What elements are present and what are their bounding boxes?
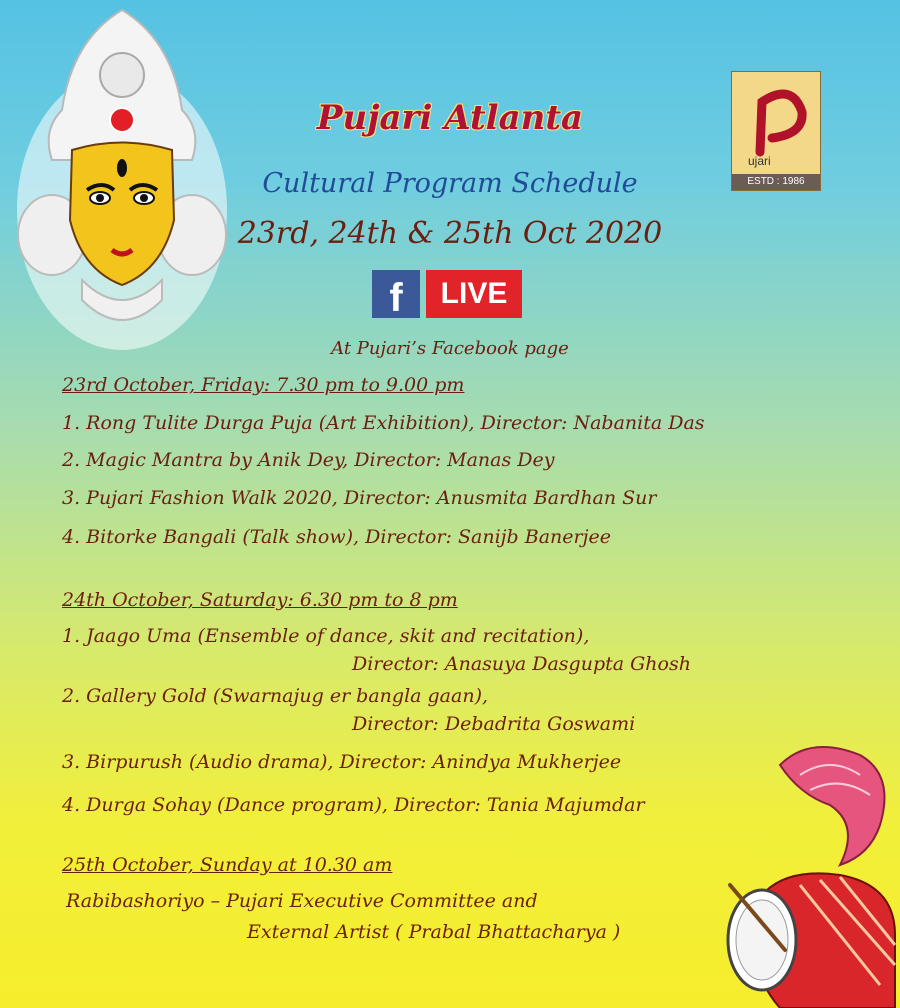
event-dates: 23rd, 24th & 25th Oct 2020 <box>237 216 663 251</box>
schedule-item: 1. Rong Tulite Durga Puja (Art Exhibition), Director: Nabanita Das <box>62 412 705 434</box>
day-heading-25: 25th October, Sunday at 10.30 am <box>62 854 393 876</box>
schedule-item: 2. Gallery Gold (Swarnajug er bangla gaan), <box>62 685 489 707</box>
page-title: Pujari Atlanta <box>316 98 584 138</box>
schedule-item-director: Director: Anasuya Dasgupta Ghosh <box>352 653 691 675</box>
day-heading-24: 24th October, Saturday: 6.30 pm to 8 pm <box>62 589 458 611</box>
facebook-icon[interactable]: f <box>372 270 420 318</box>
schedule-item: 3. Pujari Fashion Walk 2020, Director: Anusmita Bardhan Sur <box>62 487 657 509</box>
facebook-page-note: At Pujari’s Facebook page <box>331 338 569 359</box>
schedule-item: 4. Durga Sohay (Dance program), Director: Tania Majumdar <box>62 794 645 816</box>
live-label[interactable]: LIVE <box>426 270 522 318</box>
day-heading-23: 23rd October, Friday: 7.30 pm to 9.00 pm <box>62 374 465 396</box>
logo-name: ujari <box>748 154 771 168</box>
schedule-item: 2. Magic Mantra by Anik Dey, Director: Manas Dey <box>62 449 555 471</box>
facebook-live-badge[interactable] <box>372 270 522 318</box>
schedule-item: 3. Birpurush (Audio drama), Director: Anindya Mukherjee <box>62 751 622 773</box>
logo-estd: ESTD : 1986 <box>732 174 820 190</box>
schedule-item: External Artist ( Prabal Bhattacharya ) <box>247 921 621 943</box>
page-subtitle: Cultural Program Schedule <box>262 168 638 199</box>
schedule-item: 4. Bitorke Bangali (Talk show), Director: Sanijb Banerjee <box>62 526 611 548</box>
dhak-drum-illustration <box>710 735 900 1008</box>
schedule-item: 1. Jaago Uma (Ensemble of dance, skit and recitation), <box>62 625 590 647</box>
schedule-item: Rabibashoriyo – Pujari Executive Committee and <box>66 890 538 912</box>
schedule-item-director: Director: Debadrita Goswami <box>352 713 636 735</box>
